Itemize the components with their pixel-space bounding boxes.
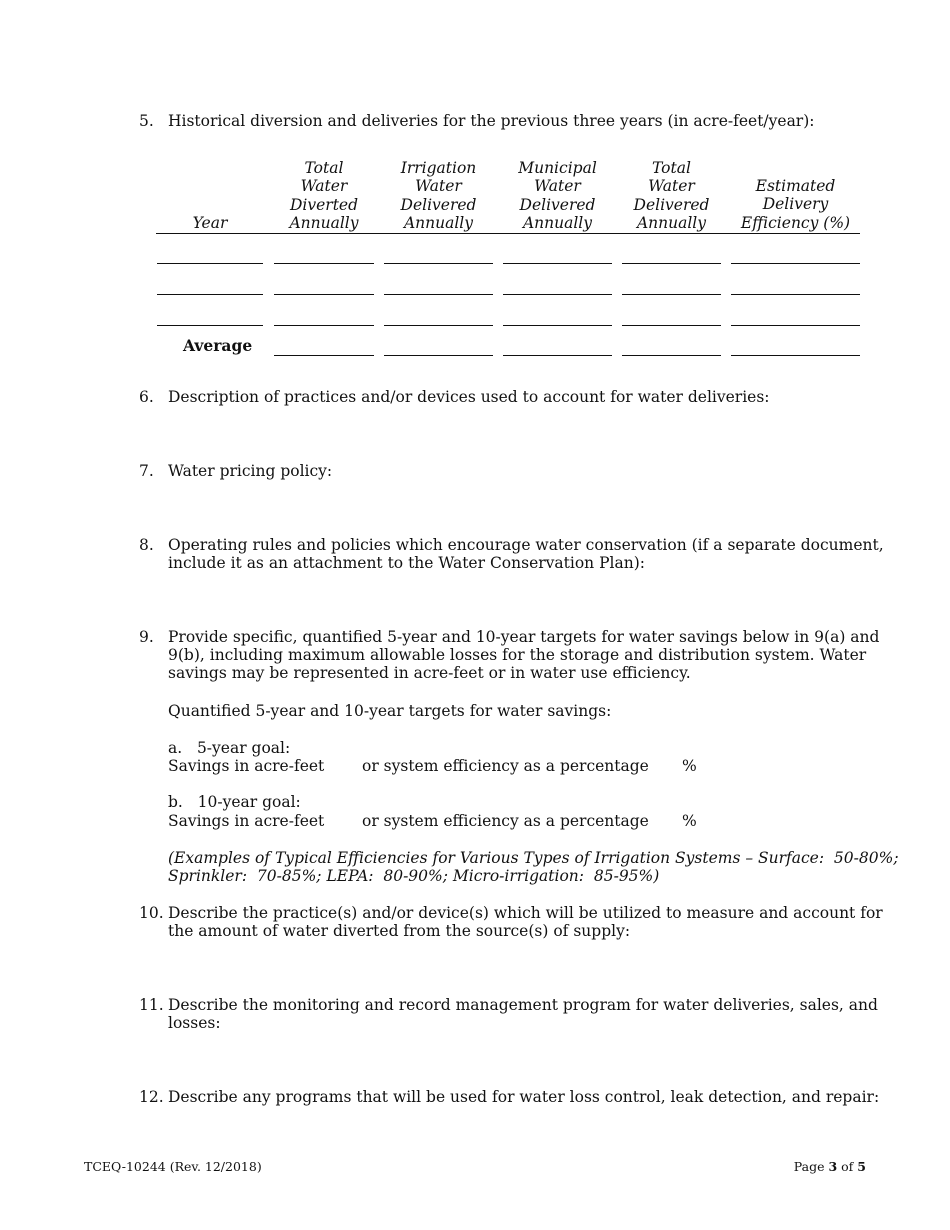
average-irrigation-field[interactable] [384,355,493,356]
header-line: Water [300,177,348,196]
goal-a-label: a. 5-year goal: [168,739,291,757]
row1-irrigation-field[interactable] [384,263,493,264]
header-line: Annually [522,213,593,232]
row3-irrigation-field[interactable] [384,325,493,326]
header-line: Efficiency (%) [740,213,851,232]
average-total-diverted-field[interactable] [274,355,374,356]
q7-number: 7. [139,462,154,480]
row3-year-field[interactable] [157,325,263,326]
header-line: Annually [636,213,707,232]
header-irrigation-delivered [384,159,493,232]
page-word: Page [793,1159,825,1174]
header-line: Total [304,159,344,177]
header-line: Irrigation [400,159,477,177]
q11-number: 11. [139,996,164,1014]
efficiency-note-line1: (Examples of Typical Efficiencies for Various Types of Irrigation Systems – Surface: 50-80%; [168,849,899,867]
page-total: 5 [857,1159,866,1174]
header-line: Annually [403,213,474,232]
q12-text: Describe any programs that will be used for water loss control, leak detection, and repair: [168,1088,880,1106]
header-year-line: Year [192,214,228,232]
q12-number: 12. [139,1088,164,1106]
q9-line2: 9(b), including maximum allowable losses for the storage and distribution system. Water [168,646,867,664]
q9-line3: savings may be represented in acre-feet or in water use efficiency. [168,664,691,682]
goal-a-savings-label: Savings in acre-feet [168,757,325,775]
goal-a-percent-sign: % [682,757,697,775]
q9-number: 9. [139,628,154,646]
header-line: Annually [289,213,359,232]
header-municipal-delivered [503,159,612,232]
form-id: TCEQ-10244 (Rev. 12/2018) [84,1159,262,1174]
header-line: Delivered [633,195,710,214]
q8-line1: Operating rules and policies which encourage water conservation (if a separate document, [168,536,884,554]
header-line: Water [648,177,695,196]
header-rule [156,233,860,234]
header-line: Delivered [400,195,477,214]
row2-year-field[interactable] [157,294,263,295]
row3-municipal-field[interactable] [503,325,612,326]
row2-total-diverted-field[interactable] [274,294,374,295]
q8-line2: include it as an attachment to the Water Conservation Plan): [168,554,645,572]
goal-b-label: b. 10-year goal: [168,793,301,811]
row2-total-delivered-field[interactable] [622,294,721,295]
q11-line1: Describe the monitoring and record management program for water deliveries, sales, and [168,996,878,1014]
q8-number: 8. [139,536,154,554]
header-year [156,214,264,232]
header-delivery-efficiency [731,177,860,232]
row2-efficiency-field[interactable] [731,294,860,295]
row3-total-diverted-field[interactable] [274,325,374,326]
row1-total-diverted-field[interactable] [274,263,374,264]
row2-municipal-field[interactable] [503,294,612,295]
header-line: Delivered [519,195,596,214]
efficiency-note-line2: Sprinkler: 70-85%; LEPA: 80-90%; Micro-irrigation: 85-95%) [168,867,660,885]
goal-b-percent-sign: % [682,812,697,830]
row1-total-delivered-field[interactable] [622,263,721,264]
q9-subheading: Quantified 5-year and 10-year targets for water savings: [168,702,612,720]
q5-number: 5. [139,112,154,130]
q10-line2: the amount of water diverted from the source(s) of supply: [168,922,631,940]
header-line: Estimated [755,177,836,195]
header-line: Water [415,177,462,196]
average-municipal-field[interactable] [503,355,612,356]
page-current: 3 [828,1159,838,1174]
header-total-diverted [274,159,374,232]
row3-total-delivered-field[interactable] [622,325,721,326]
row1-efficiency-field[interactable] [731,263,860,264]
row3-efficiency-field[interactable] [731,325,860,326]
header-line: Water [534,177,581,196]
q9-line1: Provide specific, quantified 5-year and 10-year targets for water savings below in 9(a) and [168,628,880,646]
page-of: of [841,1159,854,1174]
q10-line1: Describe the practice(s) and/or device(s) which will be utilized to measure and account for [168,904,883,922]
header-line: Municipal [518,159,597,177]
goal-b-efficiency-label: or system efficiency as a percentage [362,812,649,830]
q5-text: Historical diversion and deliveries for the previous three years (in acre-feet/year): [168,112,815,130]
row1-municipal-field[interactable] [503,263,612,264]
q11-line2: losses: [168,1014,221,1032]
q6-text: Description of practices and/or devices used to account for water deliveries: [168,388,770,406]
q7-text: Water pricing policy: [168,462,333,480]
average-label: Average [183,336,253,355]
header-line: Total [652,159,691,177]
q6-number: 6. [139,388,154,406]
header-total-delivered [622,159,721,232]
page-indicator [794,1158,866,1176]
row1-year-field[interactable] [157,263,263,264]
average-total-delivered-field[interactable] [622,355,721,356]
goal-b-savings-label: Savings in acre-feet [168,812,325,830]
row2-irrigation-field[interactable] [384,294,493,295]
header-line: Diverted [289,195,359,214]
goal-a-efficiency-label: or system efficiency as a percentage [362,757,649,775]
header-line: Delivery [762,195,829,214]
q10-number: 10. [139,904,164,922]
average-efficiency-field[interactable] [731,355,860,356]
